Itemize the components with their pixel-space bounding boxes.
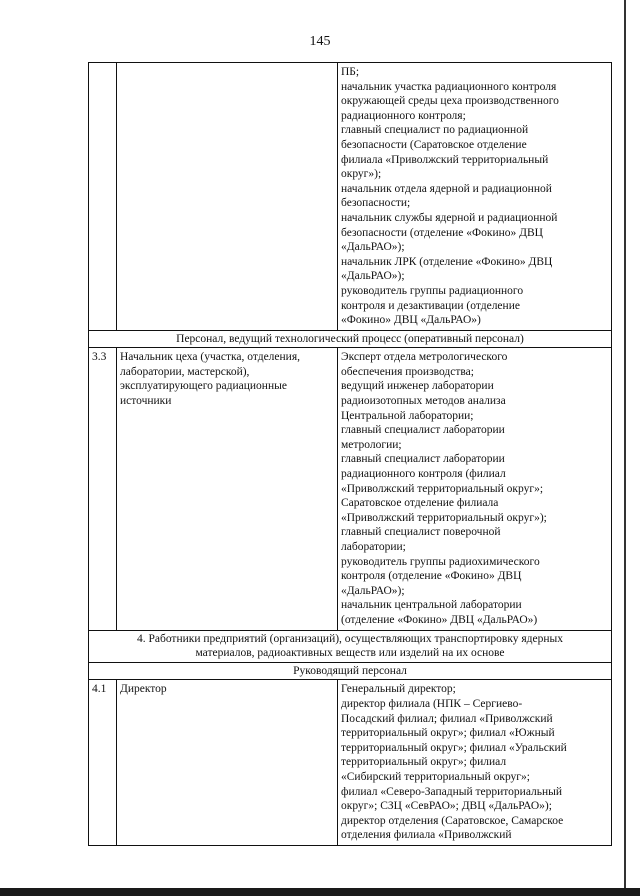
list-line: «ДальРАО»);: [341, 270, 405, 283]
personnel-table: [88, 62, 612, 846]
list-line: руководитель группы радиационного: [341, 284, 524, 297]
row-number: 3.3: [89, 348, 117, 630]
position-line: лаборатории, мастерской),: [120, 365, 250, 378]
list-line: территориальный округ»; филиал: [341, 756, 507, 769]
list-line: директор филиала (НПК – Сергиево-: [341, 697, 523, 710]
list-line: безопасности (отделение «Фокино» ДВЦ: [341, 226, 543, 239]
list-line: безопасности (Саратовское отделение: [341, 138, 527, 151]
list-line: ведущий инженер лаборатории: [341, 380, 494, 393]
list-line: Посадский филиал; филиал «Приволжский: [341, 712, 553, 725]
list-line: главный специалист лаборатории: [341, 453, 505, 466]
list-line: радиационного контроля;: [341, 109, 466, 122]
list-line: «Фокино» ДВЦ «ДальРАО»): [341, 314, 481, 327]
list-line: лаборатории;: [341, 541, 406, 553]
table-row-3-3: [89, 348, 612, 630]
list-line: филиала «Приволжский территориальный: [341, 153, 549, 166]
list-line: «Приволжский территориальный округ»);: [341, 511, 547, 524]
position-line: Начальник цеха (участка, отделения,: [120, 351, 300, 364]
list-line: территориальный округ»; филиал «Южный: [341, 727, 555, 740]
page-number: 145: [309, 34, 331, 49]
subheading-operational-personnel: Персонал, ведущий технологический процесс (оперативный персонал): [89, 330, 612, 348]
list-line: начальник центральной лаборатории: [341, 599, 522, 612]
list-line: радиоизотопных методов анализа: [341, 395, 506, 408]
positions-list-cell: [338, 63, 612, 331]
list-line: начальник ЛРК (отделение «Фокино» ДВЦ: [341, 255, 553, 268]
table-row-continuation: [89, 63, 612, 331]
list-line: «Сибирский территориальный округ»;: [341, 770, 530, 783]
list-line: контроля (отделение «Фокино» ДВЦ: [341, 570, 522, 583]
list-line: Эксперт отдела метрологического: [341, 351, 508, 364]
list-line: директор отделения (Саратовское, Самарское: [341, 814, 564, 827]
scan-bottom-edge: [0, 888, 640, 896]
section-4-heading: [89, 630, 612, 662]
list-line: «ДальРАО»);: [341, 241, 405, 254]
position-line: эксплуатирующего радиационные: [120, 380, 287, 393]
list-line: Саратовское отделение филиала: [341, 497, 499, 510]
positions-list-cell: [338, 680, 612, 846]
subheading-management-personnel: Руководящий персонал: [89, 662, 612, 680]
table-row-subheading: [89, 330, 612, 348]
positions-list-cell: [338, 348, 612, 630]
list-line: окружающей среды цеха производственного: [341, 95, 559, 108]
table-row-4-1: [89, 680, 612, 846]
list-line: главный специалист поверочной: [341, 526, 501, 539]
row-number: 4.1: [89, 680, 117, 846]
list-line: округ»);: [341, 168, 382, 181]
list-line: округ»; СЗЦ «СевРАО»; ДВЦ «ДальРАО»);: [341, 800, 552, 813]
list-line: начальник отдела ядерной и радиационной: [341, 182, 552, 195]
scan-edge-line: [624, 0, 626, 896]
section-heading-line: материалов, радиоактивных веществ или изделий на их основе: [195, 647, 505, 660]
list-line: безопасности;: [341, 197, 411, 210]
list-line: контроля и дезактивации (отделение: [341, 299, 520, 312]
table-row-subheading: [89, 662, 612, 680]
position-cell: [117, 348, 338, 630]
list-line: метрологии;: [341, 438, 402, 451]
table-row-section-4: [89, 630, 612, 662]
list-line: Генеральный директор;: [341, 683, 456, 696]
list-line: (отделение «Фокино» ДВЦ «ДальРАО»): [341, 613, 538, 626]
position-cell: [117, 63, 338, 331]
position-line: источники: [120, 395, 172, 408]
row-number-cell: [89, 63, 117, 331]
list-line: главный специалист лаборатории: [341, 424, 505, 437]
list-line: отделения филиала «Приволжский: [341, 829, 512, 842]
list-line: филиал «Северо-Западный территориальный: [341, 785, 563, 798]
list-line: «ДальРАО»);: [341, 584, 405, 597]
list-line: радиационного контроля (филиал: [341, 468, 506, 481]
list-line: ПБ;: [341, 66, 360, 78]
list-line: «Приволжский территориальный округ»;: [341, 482, 544, 495]
list-line: Центральной лаборатории;: [341, 409, 474, 422]
position-cell: Директор: [117, 680, 338, 846]
list-line: начальник службы ядерной и радиационной: [341, 211, 558, 224]
list-line: территориальный округ»; филиал «Уральский: [341, 741, 567, 754]
list-line: начальник участка радиационного контроля: [341, 80, 557, 93]
list-line: главный специалист по радиационной: [341, 124, 529, 137]
section-heading-line: 4. Работники предприятий (организаций), осуществляющих транспортировку ядерных: [136, 632, 564, 645]
list-line: обеспечения производства;: [341, 365, 474, 378]
list-line: руководитель группы радиохимического: [341, 555, 540, 568]
